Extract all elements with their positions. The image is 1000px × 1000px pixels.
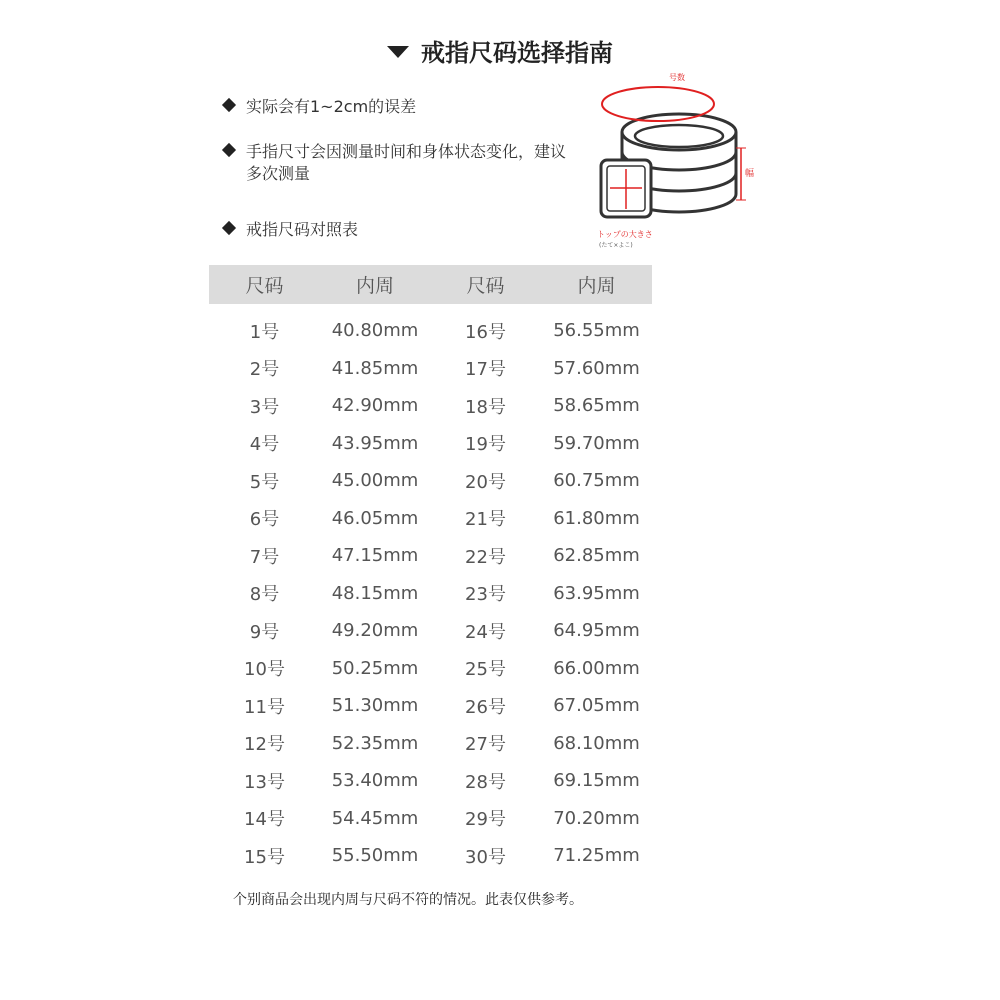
cell-circumference: 61.80mm [553, 507, 640, 529]
cell-size: 26号 [465, 696, 506, 718]
cell-size: 17号 [465, 359, 506, 381]
cell-circumference: 51.30mm [331, 695, 419, 717]
cell-circumference: 67.05mm [553, 695, 640, 717]
cell-size: 15号 [244, 846, 285, 868]
label-top-size: トップの大きさ [597, 230, 653, 239]
cell-circumference: 60.75mm [553, 470, 640, 492]
cell-circumference: 54.45mm [331, 807, 419, 829]
cell-size: 8号 [249, 584, 280, 606]
cell-size: 23号 [465, 584, 506, 606]
cell-size: 13号 [244, 771, 285, 793]
cell-size: 24号 [465, 621, 506, 643]
cell-circumference: 41.85mm [331, 357, 419, 379]
cell-circumference: 40.80mm [331, 320, 419, 342]
page-title [0, 36, 1000, 70]
cell-size: 16号 [465, 321, 506, 343]
cell-circumference: 58.65mm [553, 395, 640, 417]
cell-circumference: 48.15mm [331, 582, 419, 604]
label-size-number: 号数 [669, 73, 685, 82]
note-error-margin [224, 96, 416, 118]
cell-circumference: 59.70mm [553, 432, 640, 454]
cell-circumference: 47.15mm [331, 545, 419, 567]
table-row [209, 800, 652, 838]
cell-size: 12号 [244, 734, 285, 756]
cell-size: 11号 [244, 696, 285, 718]
footnote: 个别商品会出现内周与尺码不符的情况。此表仅供参考。 [233, 892, 583, 908]
cell-size: 25号 [465, 659, 506, 681]
table-row [209, 304, 652, 350]
table-row [209, 837, 652, 875]
ring-diagram [594, 66, 764, 256]
cell-circumference: 45.00mm [331, 470, 419, 492]
table-row [209, 387, 652, 425]
table-header-row [209, 265, 652, 304]
table-row [209, 650, 652, 688]
table-row [209, 350, 652, 388]
diamond-bullet-icon [222, 143, 236, 157]
cell-size: 19号 [465, 434, 506, 456]
table-body [209, 304, 652, 875]
note-text: 戒指尺码对照表 [246, 220, 359, 239]
cell-size: 9号 [249, 621, 280, 643]
cell-size: 1号 [249, 321, 280, 343]
cell-size: 14号 [244, 809, 285, 831]
header-circumference: 内周 [320, 265, 430, 304]
cell-circumference: 42.90mm [331, 395, 419, 417]
note-measure-advice [224, 141, 576, 185]
note-text: 实际会有1~2cm的误差 [246, 97, 417, 116]
cell-size: 4号 [249, 434, 280, 456]
note-table-heading [224, 219, 358, 241]
cell-size: 22号 [465, 546, 506, 568]
diamond-bullet-icon [222, 221, 236, 235]
cell-circumference: 56.55mm [553, 320, 640, 342]
table-row [209, 575, 652, 613]
table-row [209, 462, 652, 500]
header-size: 尺码 [430, 265, 541, 304]
cell-size: 29号 [465, 809, 506, 831]
cell-circumference: 62.85mm [553, 545, 640, 567]
header-circumference: 内周 [541, 265, 652, 304]
size-table [209, 265, 652, 875]
page-title-text: 戒指尺码选择指南 [421, 39, 613, 67]
table-row [209, 762, 652, 800]
cell-size: 5号 [249, 471, 280, 493]
table-row [209, 537, 652, 575]
cell-circumference: 64.95mm [553, 620, 640, 642]
cell-circumference: 55.50mm [331, 845, 419, 867]
cell-size: 30号 [465, 846, 506, 868]
cell-circumference: 49.20mm [331, 620, 419, 642]
cell-size: 28号 [465, 771, 506, 793]
cell-circumference: 63.95mm [553, 582, 640, 604]
diamond-bullet-icon [222, 98, 236, 112]
cell-circumference: 50.25mm [331, 657, 419, 679]
table-row [209, 500, 652, 538]
cell-circumference: 43.95mm [331, 432, 419, 454]
table-row [209, 612, 652, 650]
cell-size: 2号 [249, 359, 280, 381]
cell-circumference: 68.10mm [553, 732, 640, 754]
cell-circumference: 71.25mm [553, 845, 640, 867]
note-text: 手指尺寸会因测量时间和身体状态变化，建议多次测量 [246, 142, 567, 183]
cell-circumference: 46.05mm [331, 507, 419, 529]
table-row [209, 725, 652, 763]
table-row [209, 687, 652, 725]
cell-size: 3号 [249, 396, 280, 418]
cell-size: 20号 [465, 471, 506, 493]
cell-size: 6号 [249, 509, 280, 531]
cell-circumference: 66.00mm [553, 657, 640, 679]
label-width: 幅 [745, 169, 755, 179]
cell-circumference: 53.40mm [331, 770, 419, 792]
cell-circumference: 70.20mm [553, 807, 640, 829]
header-size: 尺码 [209, 265, 320, 304]
cell-size: 27号 [465, 734, 506, 756]
label-top-size-sub: (たて×よこ) [599, 242, 633, 249]
cell-size: 7号 [249, 546, 280, 568]
cell-circumference: 57.60mm [553, 357, 640, 379]
cell-circumference: 69.15mm [553, 770, 640, 792]
triangle-down-icon [387, 46, 409, 58]
cell-circumference: 52.35mm [331, 732, 419, 754]
cell-size: 10号 [244, 659, 285, 681]
table-row [209, 425, 652, 463]
cell-size: 18号 [465, 396, 506, 418]
cell-size: 21号 [465, 509, 506, 531]
